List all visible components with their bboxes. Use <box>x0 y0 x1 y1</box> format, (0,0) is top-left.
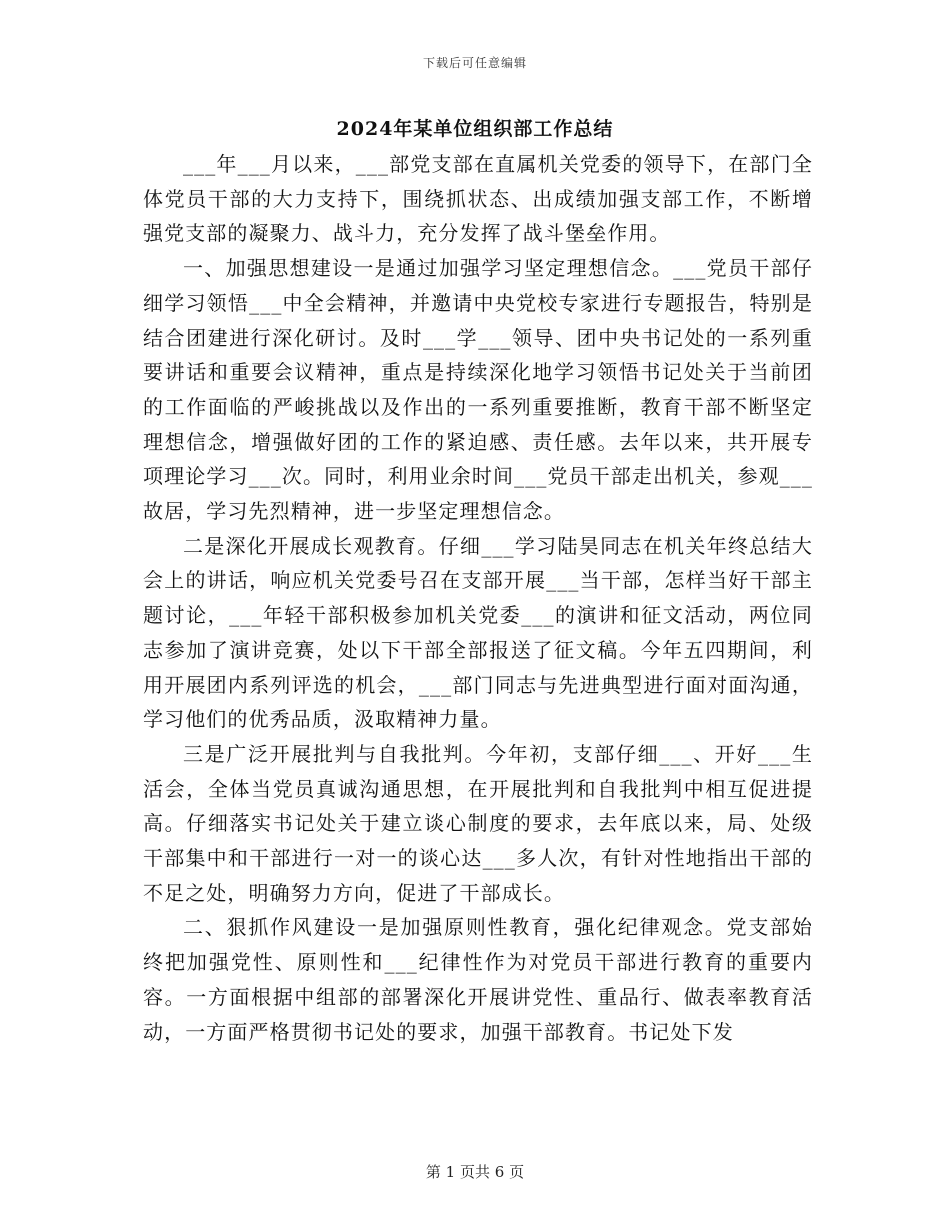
document-body <box>143 147 813 1049</box>
paragraph-intro: ___年___月以来，___部党支部在直属机关党委的领导下，在部门全体党员干部的大力支持下，围绕抓状态、出成绩加强支部工作，不断增强党支部的凝聚力、战斗力，充分发挥了战斗堡垒作用。 <box>143 152 813 246</box>
paragraph-criticism: 三是广泛开展批判与自我批判。今年初，支部仔细___、开好___生活会，全体当党员真诚沟通思想，在开展批判和自我批判中相互促进提高。仔细落实书记处关于建立谈心制度的要求，去年底以来，局、处级干部集中和干部进行一对一的谈心达___多人次，有针对性地指出干部的不足之处，明确努力方向，促进了干部成长。 <box>143 741 813 905</box>
paragraph-work-style: 二、狠抓作风建设一是加强原则性教育，强化纪律观念。党支部始终把加强党性、原则性和___纪律性作为对党员干部进行教育的重要内容。一方面根据中组部的部署深化开展讲党性、重品行、做表率教育活动，一方面严格贯彻书记处的要求，加强干部教育。书记处下发 <box>143 915 813 1044</box>
header-note: 下载后可任意编辑 <box>422 56 527 70</box>
paragraph-ideology: 一、加强思想建设一是通过加强学习坚定理想信念。___党员干部仔细学习领悟___中全会精神，并邀请中央党校专家进行专题报告，特别是结合团建进行深化研讨。及时___学___领导、团中央书记处的一系列重要讲话和重要会议精神，重点是持续深化地学习领悟书记处关于当前团的工作面临的严峻挑战以及作出的一系列重要推断，教育干部不断坚定理想信念，增强做好团的工作的紧迫感、责任感。去年以来，共开展专项理论学习___次。同时，利用业余时间___党员干部走出机关，参观___故居，学习先烈精神，进一步坚定理想信念。 <box>143 256 813 524</box>
page-number: 第 1 页共 6 页 <box>425 1163 525 1181</box>
document-title: 2024年某单位组织部工作总结 <box>336 118 614 140</box>
paragraph-growth-education: 二是深化开展成长观教育。仔细___学习陆昊同志在机关年终总结大会上的讲话，响应机关党委号召在支部开展___当干部，怎样当好干部主题讨论，___年轻干部积极参加机关党委___的演讲和征文活动，两位同志参加了演讲竞赛，处以下干部全部报送了征文稿。今年五四期间，利用开展团内系列评选的机会，___部门同志与先进典型进行面对面沟通，学习他们的优秀品质，汲取精神力量。 <box>143 533 813 732</box>
